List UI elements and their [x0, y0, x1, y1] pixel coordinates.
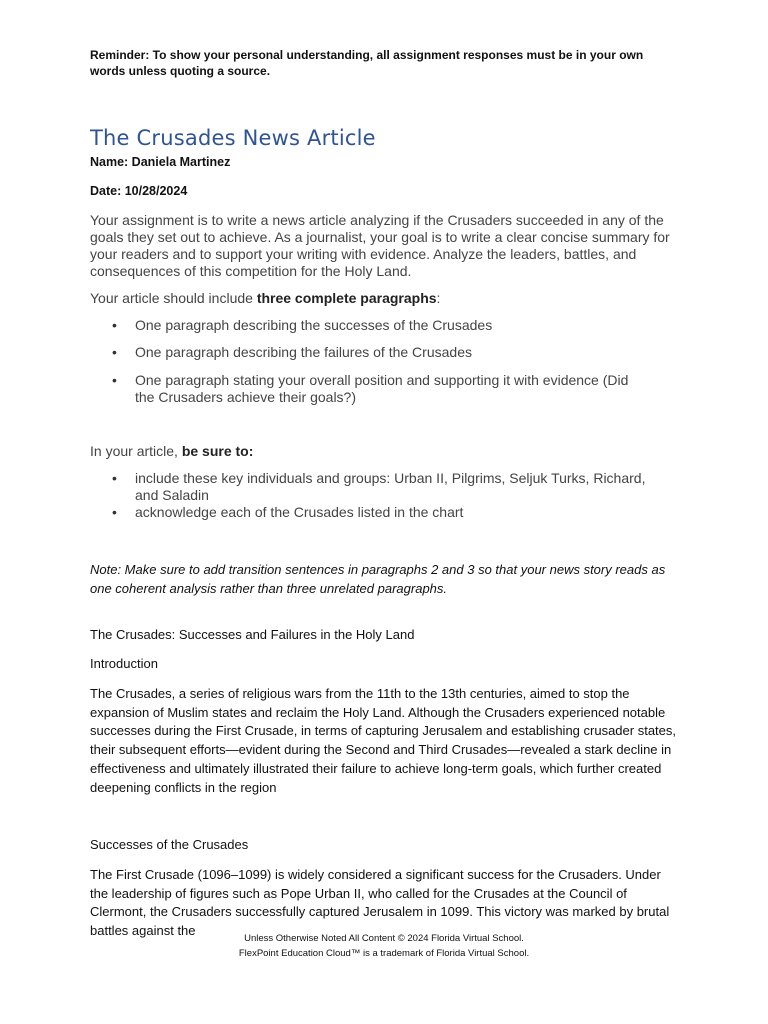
be-sure-bold: be sure to:	[181, 443, 254, 459]
intro-heading: Introduction	[90, 656, 158, 671]
copyright-line: Unless Otherwise Noted All Content © 2024 Florida Virtual School.	[244, 933, 524, 944]
intro-paragraph: The Crusades, a series of religious wars from the 11th to the 13th centuries, aimed to stop the expansion of Muslim states and reclaim the Holy Land. Although the Crusaders experienced notable successes during the First Crusade, in terms of capturing Jerusalem and establishing crusader states, their subsequent efforts—evident during the Second and Third Crusades—revealed a stark decline in effectiveness and ultimately illustrated their failure to achieve long-term goals, which further created deepening conflicts in the region	[90, 686, 676, 795]
article-headline: The Crusades: Successes and Failures in the Holy Land	[90, 627, 415, 642]
list-item: • One paragraph describing the failures of the Crusades	[90, 344, 650, 361]
page-footer	[0, 932, 768, 961]
transition-note: Note: Make sure to add transition sentences in paragraphs 2 and 3 so that your news story reads as one coherent analysis rather than three unrelated paragraphs.	[90, 562, 666, 596]
be-sure-instruction	[90, 443, 253, 459]
page-title: The Crusades News Article	[90, 126, 376, 150]
list-item: • acknowledge each of the Crusades listed in the chart	[90, 504, 650, 521]
paragraph-requirements-list	[90, 317, 650, 406]
include-instruction	[90, 290, 440, 306]
trademark-line: FlexPoint Education Cloud™ is a trademark of Florida Virtual School.	[238, 947, 530, 959]
successes-heading: Successes of the Crusades	[90, 837, 249, 852]
list-item: • One paragraph stating your overall position and supporting it with evidence (Did the Crusaders achieve their goals?)	[90, 372, 650, 406]
list-item: • include these key individuals and groups: Urban II, Pilgrims, Seljuk Turks, Richard, and Saladin	[90, 470, 650, 504]
be-sure-prefix: In your article,	[90, 443, 182, 459]
assignment-intro: Your assignment is to write a news article analyzing if the Crusaders succeeded in any of the goals they set out to achieve. As a journalist, your goal is to write a clear concise summary for your readers and to support your writing with evidence. Analyze the leaders, battles, and consequences of this competition for the Holy Land.	[90, 212, 670, 279]
be-sure-list	[90, 470, 650, 521]
include-bold: three complete paragraphs	[256, 290, 437, 306]
assignment-date: Date: 10/28/2024	[90, 184, 188, 198]
list-item: • One paragraph describing the successes of the Crusades	[90, 317, 650, 334]
successes-paragraph: The First Crusade (1096–1099) is widely considered a significant success for the Crusaders. Under the leadership of figures such as Pope Urban II, who called for the Crusades at the Council of Clermont, the Crusaders successfully captured Jerusalem in 1099. This victory was marked by brutal battles against the	[90, 867, 670, 939]
include-suffix: :	[436, 290, 441, 306]
include-prefix: Your article should include	[90, 290, 257, 306]
student-name: Name: Daniela Martinez	[90, 155, 231, 169]
reminder-text: Reminder: To show your personal understanding, all assignment responses must be in your own words unless quoting a source.	[90, 48, 644, 78]
